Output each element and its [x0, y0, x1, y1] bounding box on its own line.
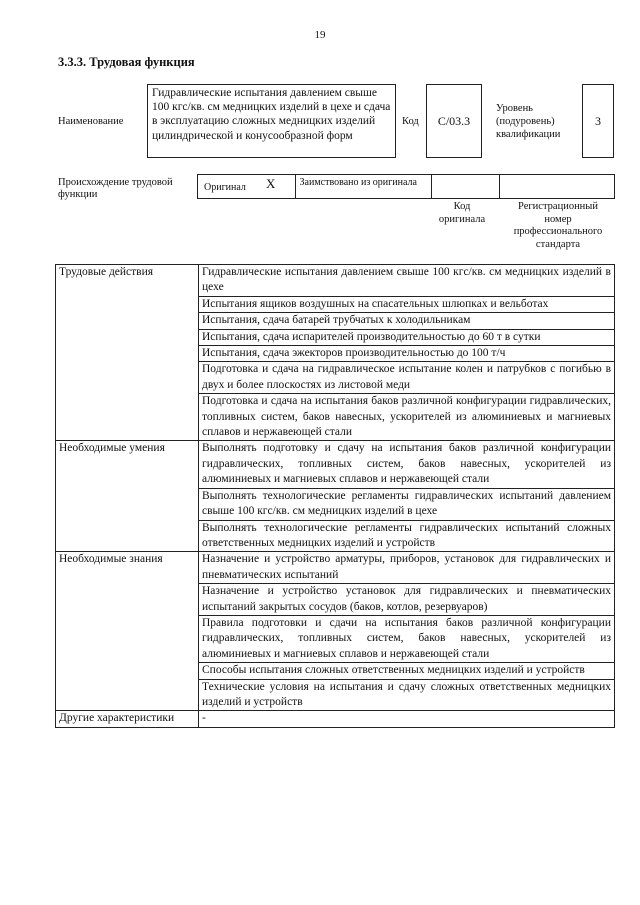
section-heading: Трудовые действия — [56, 265, 199, 441]
section-item: Выполнять технологические регламенты гидравлических испытаний давлением свыше 100 кгс/кв. см медницких изделий в цехе — [199, 488, 615, 520]
section-item: Испытания, сдача эжекторов производительностью до 100 т/ч — [199, 346, 615, 362]
section-item: Гидравлические испытания давлением свыше 100 кгс/кв. см медницких изделий в цехе — [199, 265, 615, 297]
table-row — [56, 441, 615, 488]
section-item: Выполнять подготовку и сдачу на испытания баков различной конфигурации гидравлических, топливных систем, баков навесных, ускорителей из алюминиевых и магниевых сплавов и нержавеющей стали — [199, 441, 615, 488]
section-item: Подготовка и сдача на гидравлическое испытание колен и патрубков с погибью в двух и более плоскостях из листовой меди — [199, 362, 615, 394]
level-label: Уровень (подуровень) квалификации — [496, 103, 561, 140]
section-heading: Необходимые умения — [56, 441, 199, 552]
section-item: Испытания ящиков воздушных на спасательных шлюпках и вельботах — [199, 296, 615, 312]
function-table — [55, 264, 615, 728]
origin-reg-cell — [500, 175, 614, 198]
section-item: Технические условия на испытания и сдачу сложных ответственных медницких изделий и устройств — [199, 679, 615, 711]
section-item: Способы испытания сложных ответственных медницких изделий и устройств — [199, 663, 615, 679]
section-item: Испытания, сдача батарей трубчатых к холодильникам — [199, 313, 615, 329]
section-item: Назначение и устройство арматуры, приборов, установок для гидравлических и пневматических испытаний — [199, 552, 615, 584]
code-caption: Код оригинала — [438, 201, 486, 225]
function-name-box: Гидравлические испытания давлением свыше 100 кгс/кв. см медницких изделий в цехе и сдача в эксплуатацию сложных медницких изделий цилиндрической и конусообразной форм — [147, 84, 396, 158]
table-row — [56, 711, 615, 727]
borrowed-cell: Заимствовано из оригинала — [296, 175, 432, 198]
code-label: Код — [402, 116, 419, 127]
original-label: Оригинал — [204, 182, 246, 193]
reg-caption: Регистрационный номер профессионального стандарта — [513, 201, 603, 250]
section-item: Подготовка и сдача на испытания баков различной конфигурации гидравлических, топливных систем, баков навесных, ускорителей из алюминиевых и магниевых сплавов и нержавеющей стали — [199, 394, 615, 441]
table-row — [56, 552, 615, 584]
origin-strip — [197, 174, 615, 199]
section-item: Испытания, сдача испарителей производительностью до 60 т в сутки — [199, 329, 615, 345]
section-item: - — [199, 711, 615, 727]
original-mark: X — [266, 176, 276, 191]
section-item: Правила подготовки и сдачи на испытания баков различной конфигурации гидравлических, топливных систем, баков навесных, ускорителей из алюминиевых и магниевых сплавов и нержавеющей стали — [199, 615, 615, 662]
origin-label: Происхождение трудовой функции — [58, 177, 173, 200]
section-item: Выполнять технологические регламенты гидравлических испытаний сложных ответственных медницких изделий и устройств — [199, 520, 615, 552]
section-heading: Необходимые знания — [56, 552, 199, 711]
original-cell — [198, 175, 296, 198]
section-title: 3.3.3. Трудовая функция — [58, 55, 195, 69]
origin-code-cell — [432, 175, 500, 198]
section-heading: Другие характеристики — [56, 711, 199, 727]
code-value-box: С/03.3 — [426, 84, 482, 158]
level-value-box: 3 — [582, 84, 614, 158]
table-row — [56, 265, 615, 297]
section-item: Назначение и устройство установок для гидравлических и пневматических испытаний закрытых сосудов (баков, котлов, резервуаров) — [199, 584, 615, 616]
page-number: 19 — [314, 29, 326, 41]
name-label: Наименование — [58, 116, 124, 127]
